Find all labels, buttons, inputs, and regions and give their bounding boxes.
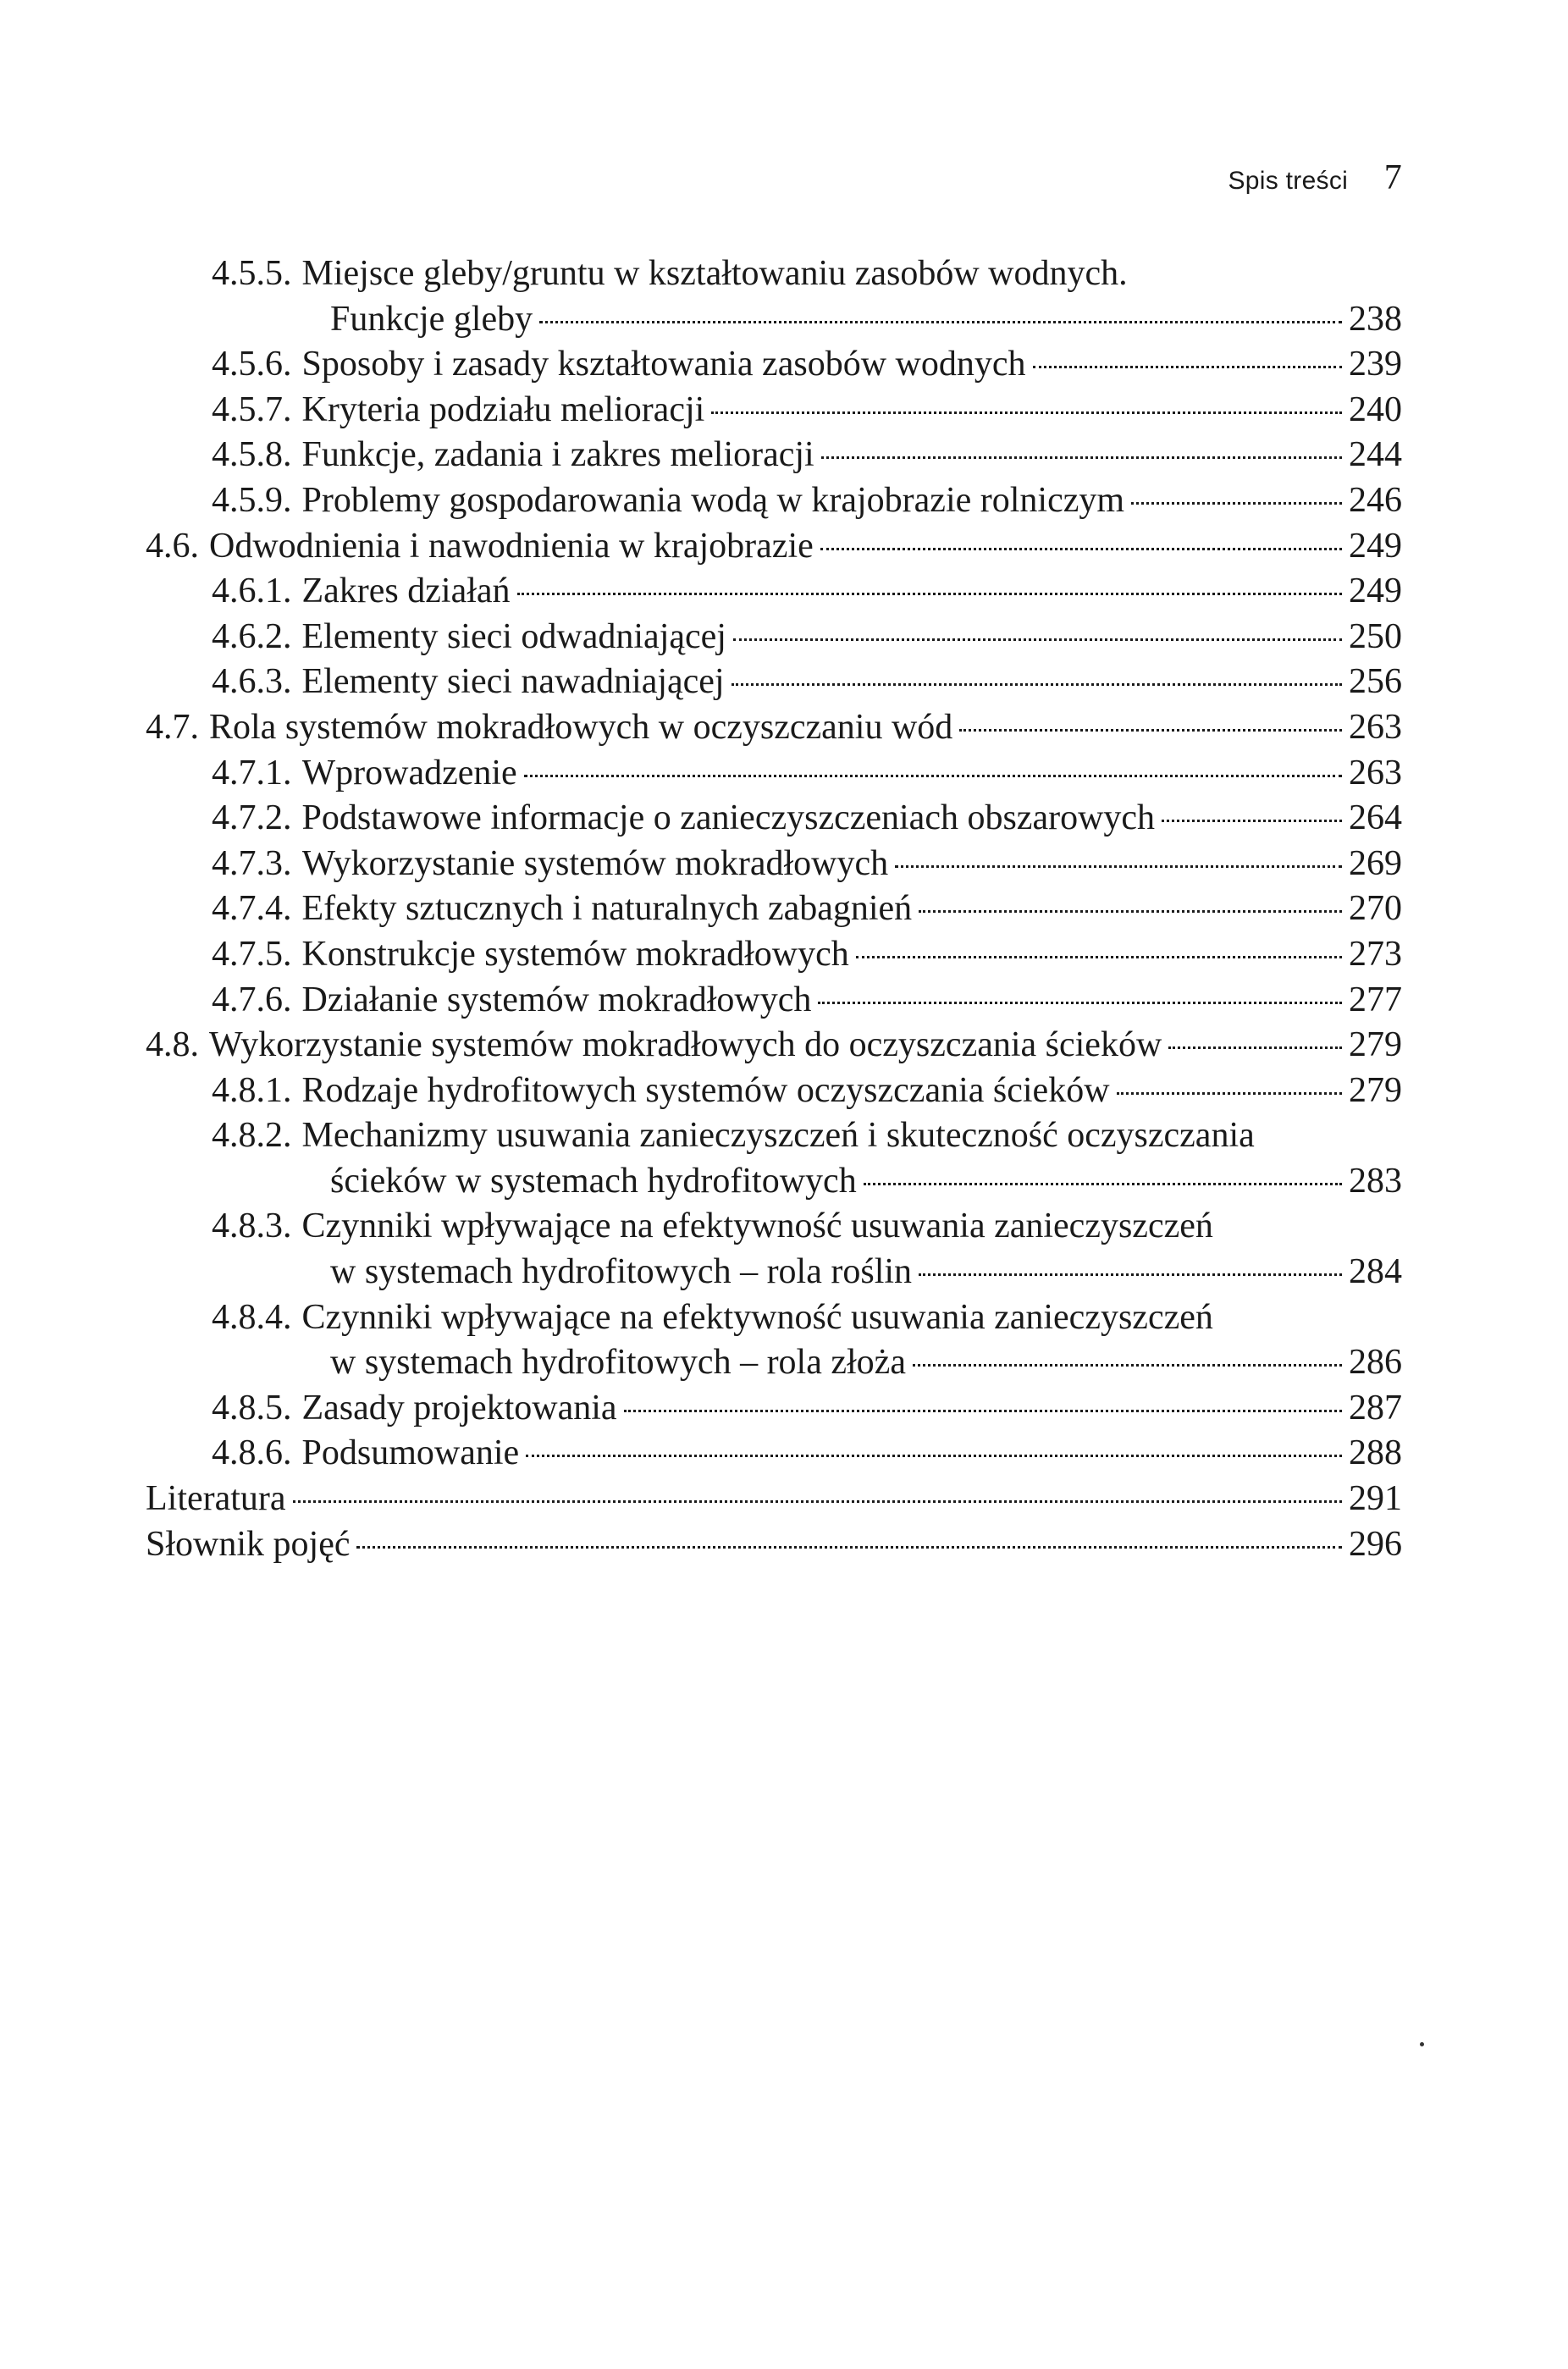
toc-entry-title: Odwodnienia i nawodnienia w krajobrazie bbox=[209, 526, 814, 566]
toc-entry-number: 4.7. bbox=[146, 707, 199, 747]
toc-entry-number: 4.8.6. bbox=[212, 1433, 292, 1473]
toc-entry-number: 4.8.1. bbox=[212, 1070, 292, 1110]
toc-entry[interactable] bbox=[146, 342, 1402, 388]
toc-entry-page: 270 bbox=[1349, 889, 1402, 929]
toc-entry-title: Miejsce gleby/gruntu w kształtowaniu zasobów wodnych. bbox=[301, 254, 1128, 293]
toc-entry-page: 277 bbox=[1349, 980, 1402, 1019]
toc-entry-number: 4.5.6. bbox=[212, 345, 292, 384]
table-of-contents bbox=[146, 251, 1402, 1567]
toc-entry-page: 238 bbox=[1349, 299, 1402, 339]
toc-entry[interactable] bbox=[146, 660, 1402, 705]
dot-leader bbox=[919, 1273, 1342, 1276]
toc-entry-title: Podsumowanie bbox=[301, 1433, 520, 1473]
dot-leader bbox=[1168, 1046, 1342, 1049]
dot-leader bbox=[856, 956, 1342, 958]
dot-leader bbox=[821, 456, 1342, 459]
dot-leader bbox=[356, 1546, 1342, 1549]
toc-entry-number: 4.7.5. bbox=[212, 934, 292, 974]
dot-leader bbox=[820, 548, 1342, 550]
toc-entry[interactable] bbox=[146, 615, 1402, 660]
toc-entry[interactable] bbox=[146, 1386, 1402, 1432]
toc-entry-page: 279 bbox=[1349, 1025, 1402, 1065]
toc-entry-number: 4.7.6. bbox=[212, 980, 292, 1019]
toc-entry-number: 4.6. bbox=[146, 526, 199, 566]
toc-entry-title: w systemach hydrofitowych – rola złoża bbox=[330, 1343, 906, 1383]
toc-entry-number: 4.6.1. bbox=[212, 572, 292, 611]
dot-leader bbox=[524, 775, 1342, 777]
toc-entry[interactable] bbox=[146, 388, 1402, 433]
dot-leader bbox=[919, 910, 1342, 913]
toc-entry-title: Konstrukcje systemów mokradłowych bbox=[301, 934, 849, 974]
toc-entry-slownik[interactable] bbox=[146, 1522, 1402, 1568]
toc-entry[interactable] bbox=[146, 842, 1402, 887]
toc-entry[interactable] bbox=[146, 978, 1402, 1024]
toc-entry-page: 263 bbox=[1349, 753, 1402, 792]
toc-entry[interactable] bbox=[146, 433, 1402, 478]
dot-leader bbox=[293, 1500, 1342, 1503]
toc-entry[interactable] bbox=[146, 569, 1402, 615]
toc-entry-page: 250 bbox=[1349, 616, 1402, 656]
toc-entry-page: 249 bbox=[1349, 526, 1402, 566]
toc-entry-number: 4.7.2. bbox=[212, 798, 292, 838]
toc-entry-page: 283 bbox=[1349, 1161, 1402, 1201]
toc-entry-title: Funkcje gleby bbox=[330, 299, 533, 339]
dot-leader bbox=[526, 1455, 1342, 1457]
toc-entry-title: Czynniki wpływające na efektywność usuwania zanieczyszczeń bbox=[301, 1207, 1213, 1246]
toc-entry-continuation[interactable] bbox=[146, 1250, 1402, 1295]
toc-entry-literatura[interactable] bbox=[146, 1477, 1402, 1522]
toc-entry-title: Wykorzystanie systemów mokradłowych do oczyszczania ścieków bbox=[209, 1025, 1162, 1065]
toc-entry-number: 4.5.9. bbox=[212, 480, 292, 520]
running-head bbox=[1228, 157, 1402, 198]
toc-entry-continuation[interactable] bbox=[146, 1159, 1402, 1205]
toc-entry[interactable] bbox=[146, 1113, 1402, 1159]
toc-entry[interactable] bbox=[146, 524, 1402, 570]
running-head-title: Spis treści bbox=[1228, 167, 1349, 195]
toc-entry[interactable] bbox=[146, 1204, 1402, 1250]
toc-entry[interactable] bbox=[146, 478, 1402, 524]
toc-entry-continuation[interactable] bbox=[146, 297, 1402, 343]
toc-entry-page: 288 bbox=[1349, 1433, 1402, 1473]
running-head-page-number: 7 bbox=[1383, 158, 1402, 197]
dot-leader bbox=[913, 1364, 1342, 1367]
toc-entry-number: 4.8. bbox=[146, 1025, 199, 1065]
toc-entry-title: Rodzaje hydrofitowych systemów oczyszczania ścieków bbox=[301, 1070, 1110, 1110]
toc-entry-number: 4.8.4. bbox=[212, 1297, 292, 1337]
toc-entry[interactable] bbox=[146, 751, 1402, 797]
toc-entry-title: Efekty sztucznych i naturalnych zabagnień bbox=[301, 889, 913, 929]
toc-entry-number: 4.7.1. bbox=[212, 753, 292, 792]
toc-entry[interactable] bbox=[146, 251, 1402, 297]
toc-entry-page: 287 bbox=[1349, 1388, 1402, 1427]
dot-leader bbox=[624, 1410, 1342, 1412]
toc-entry-title: Czynniki wpływające na efektywność usuwania zanieczyszczeń bbox=[301, 1297, 1213, 1337]
toc-entry-number: 4.8.3. bbox=[212, 1207, 292, 1246]
dot-leader bbox=[818, 1002, 1342, 1004]
toc-entry-title: Wprowadzenie bbox=[301, 753, 517, 792]
toc-entry-title: Problemy gospodarowania wodą w krajobrazie rolniczym bbox=[301, 480, 1125, 520]
dot-leader bbox=[1117, 1092, 1342, 1095]
dot-leader bbox=[732, 683, 1342, 686]
dot-leader bbox=[895, 865, 1342, 868]
toc-entry-title: Literatura bbox=[146, 1479, 286, 1519]
toc-entry-number: 4.8.2. bbox=[212, 1116, 292, 1156]
toc-entry-number: 4.5.7. bbox=[212, 389, 292, 429]
toc-entry[interactable] bbox=[146, 1069, 1402, 1114]
toc-entry-page: 239 bbox=[1349, 345, 1402, 384]
toc-entry-page: 296 bbox=[1349, 1524, 1402, 1564]
dot-leader bbox=[539, 321, 1342, 323]
toc-entry-page: 291 bbox=[1349, 1479, 1402, 1519]
toc-entry-title: Mechanizmy usuwania zanieczyszczeń i skuteczność oczyszczania bbox=[301, 1116, 1255, 1156]
toc-entry-page: 263 bbox=[1349, 707, 1402, 747]
toc-entry-title: w systemach hydrofitowych – rola roślin bbox=[330, 1252, 913, 1292]
toc-entry-page: 256 bbox=[1349, 662, 1402, 702]
toc-entry-title: Działanie systemów mokradłowych bbox=[301, 980, 812, 1019]
toc-entry-title: Elementy sieci odwadniającej bbox=[301, 616, 726, 656]
toc-entry-number: 4.8.5. bbox=[212, 1388, 292, 1427]
toc-entry-page: 264 bbox=[1349, 798, 1402, 838]
toc-entry-page: 244 bbox=[1349, 435, 1402, 475]
toc-entry-page: 286 bbox=[1349, 1343, 1402, 1383]
toc-entry[interactable] bbox=[146, 796, 1402, 842]
dot-leader bbox=[733, 638, 1342, 641]
toc-entry-number: 4.5.8. bbox=[212, 435, 292, 475]
toc-entry-title: Elementy sieci nawadniającej bbox=[301, 662, 725, 702]
toc-entry-title: Rola systemów mokradłowych w oczyszczaniu wód bbox=[209, 707, 953, 747]
toc-entry-page: 279 bbox=[1349, 1070, 1402, 1110]
toc-entry[interactable] bbox=[146, 1431, 1402, 1477]
dot-leader bbox=[1162, 820, 1342, 822]
toc-entry-title: Kryteria podziału melioracji bbox=[301, 389, 705, 429]
scan-speck bbox=[1420, 2042, 1424, 2046]
toc-entry[interactable] bbox=[146, 886, 1402, 932]
dot-leader bbox=[711, 411, 1342, 414]
toc-entry-title: Zakres działań bbox=[301, 572, 511, 611]
toc-entry-number: 4.6.2. bbox=[212, 616, 292, 656]
toc-entry-page: 269 bbox=[1349, 843, 1402, 883]
toc-entry-title: Sposoby i zasady kształtowania zasobów wodnych bbox=[301, 345, 1026, 384]
toc-entry-title: ścieków w systemach hydrofitowych bbox=[330, 1161, 857, 1201]
dot-leader bbox=[1033, 366, 1343, 368]
dot-leader bbox=[864, 1183, 1342, 1185]
toc-entry-page: 284 bbox=[1349, 1252, 1402, 1292]
toc-entry-page: 273 bbox=[1349, 934, 1402, 974]
toc-entry-page: 246 bbox=[1349, 480, 1402, 520]
dot-leader bbox=[959, 729, 1342, 732]
toc-entry-number: 4.5.5. bbox=[212, 254, 292, 293]
toc-entry[interactable] bbox=[146, 1295, 1402, 1341]
toc-entry-page: 240 bbox=[1349, 389, 1402, 429]
dot-leader bbox=[517, 593, 1342, 595]
toc-entry[interactable] bbox=[146, 932, 1402, 978]
toc-entry-continuation[interactable] bbox=[146, 1340, 1402, 1386]
toc-entry-title: Słownik pojęć bbox=[146, 1524, 351, 1564]
toc-entry-number: 4.7.4. bbox=[212, 889, 292, 929]
toc-entry[interactable] bbox=[146, 705, 1402, 751]
toc-entry-title: Wykorzystanie systemów mokradłowych bbox=[301, 843, 889, 883]
toc-entry[interactable] bbox=[146, 1023, 1402, 1069]
dot-leader bbox=[1131, 502, 1342, 505]
toc-entry-title: Podstawowe informacje o zanieczyszczeniach obszarowych bbox=[301, 798, 1156, 838]
toc-entry-number: 4.6.3. bbox=[212, 662, 292, 702]
toc-entry-title: Zasady projektowania bbox=[301, 1388, 617, 1427]
toc-entry-title: Funkcje, zadania i zakres melioracji bbox=[301, 435, 814, 475]
toc-entry-page: 249 bbox=[1349, 572, 1402, 611]
toc-entry-number: 4.7.3. bbox=[212, 843, 292, 883]
